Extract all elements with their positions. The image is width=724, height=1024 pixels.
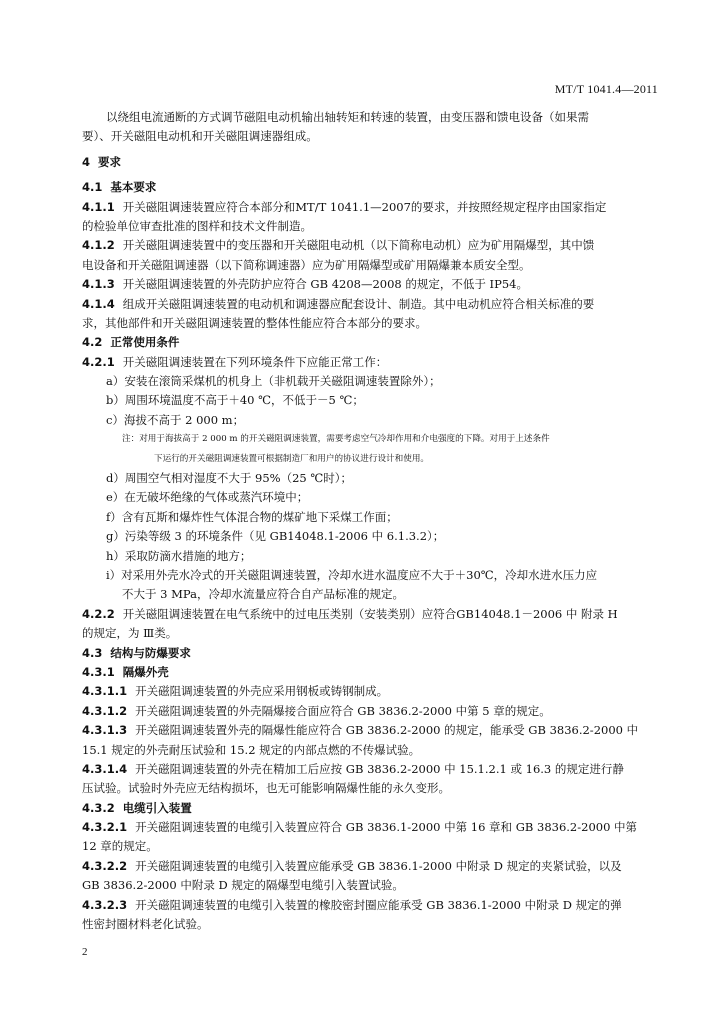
clause-line: GB 3836.2-2000 中附录 D 规定的隔爆型电缆引入装置试验。 [82, 878, 404, 893]
page-number: 2 [82, 946, 88, 958]
clause-line: 15.1 规定的外壳耐压试验和 15.2 规定的内部点燃的不传爆试验。 [82, 742, 421, 757]
clause-4-1-3: 4.1.3 开关磁阻调速装置的外壳防护应符合 GB 4208—2008 的规定，不低于 IP54。 [82, 277, 528, 292]
list-item-i: i）对采用外壳水冷式的开关磁阻调速装置，冷却水进水温度应不大于＋30℃，冷却水进水压力应 [106, 567, 598, 582]
clause-line: 求，其他部件和开关磁阻调速装置的整体性能应符合本部分的要求。 [82, 315, 427, 330]
clause-line: 电设备和开关磁阻调速器（以下简称调速器）应为矿用隔爆型或矿用隔爆兼本质安全型。 [82, 257, 531, 272]
clause-4-3-2-3: 4.3.2.3 开关磁阻调速装置的电缆引入装置的橡胶密封圈应能承受 GB 3836.1-2000 中附录 D 规定的弹 [82, 897, 622, 912]
clause-line: 的规定，为 Ⅲ类。 [82, 626, 178, 641]
note-line: 下运行的开关磁阻调速装置可根据制造厂和用户的协议进行设计和使用。 [154, 453, 430, 464]
clause-4-3-1-1: 4.3.1.1 开关磁阻调速装置的外壳应采用钢板或铸钢制成。 [82, 684, 389, 699]
clause-4-3-1-3: 4.3.1.3 开关磁阻调速装置外壳的隔爆性能应符合 GB 3836.2-2000 的规定，能承受 GB 3836.2-2000 中 [82, 723, 639, 738]
list-item-f: f）含有瓦斯和爆炸性气体混合物的煤矿地下采煤工作面； [106, 509, 398, 524]
clause-4-1-2: 4.1.2 开关磁阻调速装置中的变压器和开关磁阻电动机（以下简称电动机）应为矿用隔爆型，其中馈 [82, 238, 595, 253]
section-heading-4-3-2: 4.3.2 电缆引入装置 [82, 800, 192, 815]
paragraph-line: 以绕组电流通断的方式调节磁阻电动机输出轴转矩和转速的装置，由变压器和馈电设备（如果需 [106, 110, 589, 124]
clause-4-1-1: 4.1.1 开关磁阻调速装置应符合本部分和MT/T 1041.1—2007的要求，并按照经规定程序由国家指定 [82, 199, 607, 214]
clause-line: 12 章的规定。 [82, 839, 158, 854]
clause-4-3-2-1: 4.3.2.1 开关磁阻调速装置的电缆引入装置应符合 GB 3836.1-2000 中第 16 章和 GB 3836.2-2000 中第 [82, 820, 638, 835]
standard-number: MT/T 1041.4—2011 [554, 82, 658, 96]
note-line: 注：对用于海拔高于 2 000 m 的开关磁阻调速装置，需要考虑空气冷却作用和介电强度的下降。对用于上述条件 [122, 434, 550, 445]
clause-4-1-4: 4.1.4 组成开关磁阻调速装置的电动机和调速器应配套设计、制造。其中电动机应符合相关标准的要 [82, 296, 595, 311]
section-heading-4-3: 4.3 结构与防爆要求 [82, 645, 191, 660]
list-item-g: g）污染等级 3 的环境条件（见 GB14048.1-2006 中 6.1.3.2）； [106, 529, 445, 544]
list-item-b: b）周围环境温度不高于＋40 ℃，不低于－5 ℃； [106, 393, 364, 408]
section-heading-4-3-1: 4.3.1 隔爆外壳 [82, 664, 169, 679]
clause-4-3-1-4: 4.3.1.4 开关磁阻调速装置的外壳在精加工后应按 GB 3836.2-2000 中 15.1.2.1 或 16.3 的规定进行静 [82, 761, 624, 776]
page-body [82, 108, 658, 934]
list-item-d: d）周围空气相对湿度不大于 95%（25 ℃时）； [106, 471, 352, 486]
clause-line: 性密封圈材料老化试验。 [82, 917, 209, 932]
section-heading-4: 4 要求 [82, 154, 122, 169]
clause-4-3-1-2: 4.3.1.2 开关磁阻调速装置的外壳隔爆接合面应符合 GB 3836.2-2000 中第 5 章的规定。 [82, 703, 551, 718]
list-item-h: h）采取防滴水措施的地方； [106, 548, 252, 563]
clause-line: 压试验。试验时外壳应无结构损坏，也无可能影响隔爆性能的永久变形。 [82, 781, 450, 796]
clause-4-2-2: 4.2.2 开关磁阻调速装置在电气系统中的过电压类别（安装类别）应符合GB14048.1－2006 中 附录 H [82, 606, 618, 621]
paragraph-line: 要）、开关磁阻电动机和开关磁阻调速器组成。 [82, 129, 318, 144]
section-heading-4-2: 4.2 正常使用条件 [82, 335, 180, 350]
clause-4-3-2-2: 4.3.2.2 开关磁阻调速装置的电缆引入装置应能承受 GB 3836.1-2000 中附录 D 规定的夹紧试验，以及 [82, 858, 622, 873]
list-item-i-cont: 不大于 3 MPa，冷却水流量应符合自产品标准的规定。 [122, 587, 404, 602]
list-item-a: a）安装在滚筒采煤机的机身上（非机载开关磁阻调速装置除外）； [106, 374, 441, 389]
list-item-c: c）海拔不高于 2 000 m； [106, 412, 245, 427]
clause-line: 的检验单位审查批准的图样和技术文件制造。 [82, 218, 312, 233]
clause-4-2-1: 4.2.1 开关磁阻调速装置在下列环境条件下应能正常工作： [82, 354, 388, 369]
list-item-e: e）在无破坏绝缘的气体或蒸汽环境中； [106, 490, 309, 505]
section-heading-4-1: 4.1 基本要求 [82, 180, 157, 195]
